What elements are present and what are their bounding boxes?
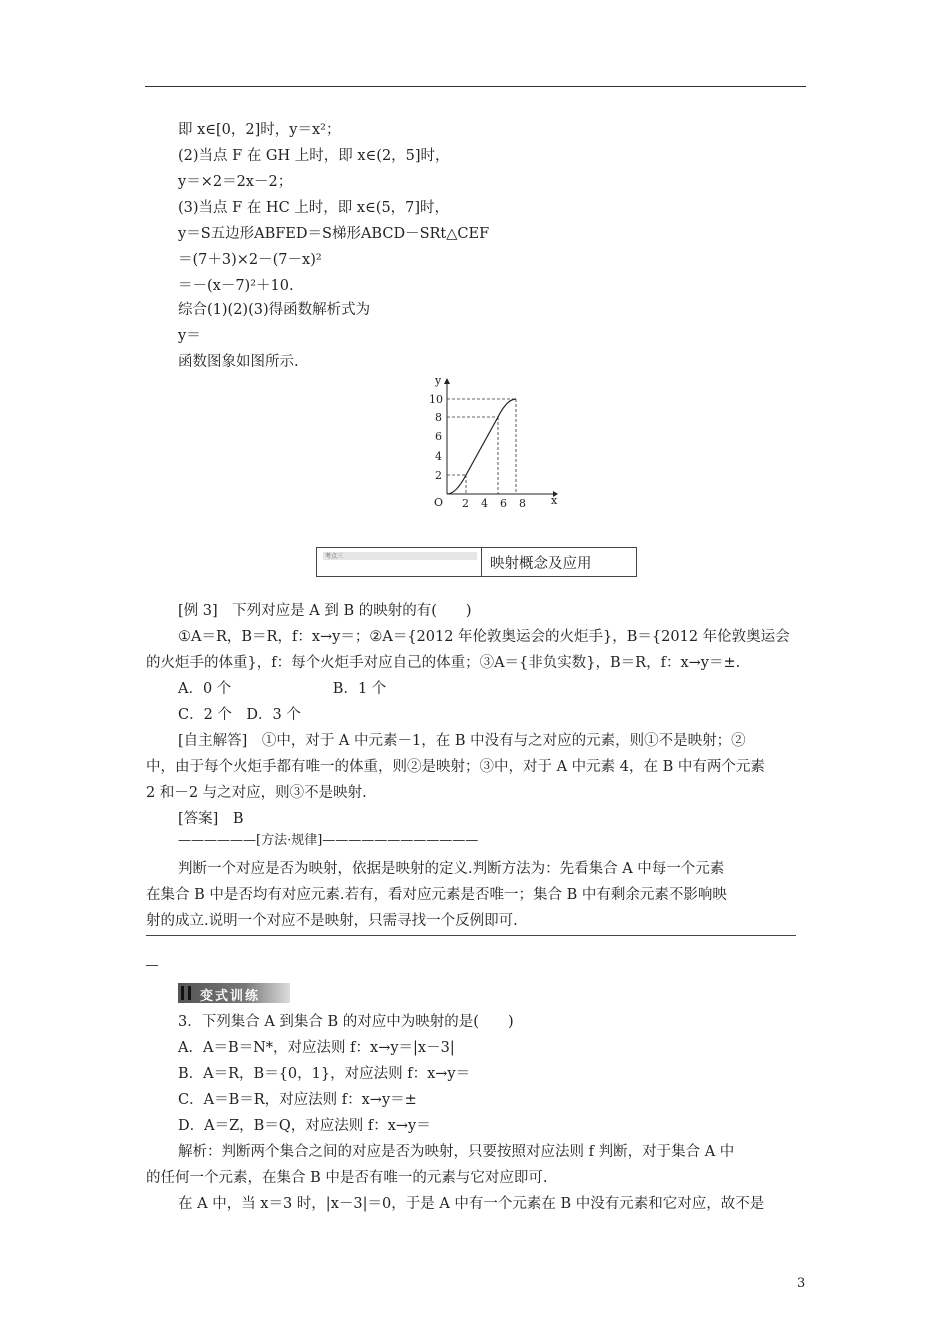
example-line: ①A＝R，B＝R，f：x→y＝；②A＝{2012 年伦敦奥运会的火炬手}，B＝{2012 年伦敦奥运会	[178, 629, 790, 645]
text-line: 综合(1)(2)(3)得函数解析式为	[178, 302, 371, 318]
solution-line: 中，由于每个火炬手都有唯一的体重，则②是映射；③中，对于 A 中元素 4，在 B 中有两个元素	[146, 759, 765, 775]
y-tick-label: 4	[435, 450, 442, 463]
option-line: C．A＝B＝R，对应法则 f：x→y＝±	[178, 1092, 417, 1108]
y-tick-label: 2	[435, 469, 442, 482]
banner-bars-icon	[181, 986, 191, 1000]
x-axis-label: x	[551, 494, 558, 507]
topic-header	[316, 547, 637, 577]
analysis-line: 的任何一个元素，在集合 B 中是否有唯一的元素与它对应即可.	[146, 1170, 548, 1186]
header-rule	[145, 86, 806, 87]
topic-tag-cell	[317, 548, 482, 576]
text-line: y＝S五边形ABFED＝S梯形ABCD－SRt△CEF	[178, 226, 490, 242]
function-graph	[425, 372, 560, 512]
text-line: ＝(7＋3)×2－(7－x)²	[178, 252, 322, 268]
method-text: 射的成立.说明一个对应不是映射，只需寻找一个反例即可.	[146, 913, 518, 929]
example-line: [例 3] 下列对应是 A 到 B 的映射的有( )	[178, 603, 472, 619]
exercise-line: 3．下列集合 A 到集合 B 的对应中为映射的是( )	[178, 1014, 514, 1030]
x-tick-label: 4	[481, 497, 488, 510]
solution-line: 2 和－2 与之对应，则③不是映射.	[146, 785, 367, 801]
text-line: y＝	[178, 328, 201, 344]
topic-tag-strip	[323, 552, 477, 560]
text-line: y＝×2＝2x－2；	[178, 174, 293, 190]
section-divider	[146, 935, 796, 936]
y-tick-label: 6	[435, 430, 442, 443]
x-tick-label: 2	[462, 497, 469, 510]
text-line: (3)当点 F 在 HC 上时，即 x∈(5，7]时，	[178, 200, 450, 216]
option-line: A．0 个 B．1 个	[178, 681, 387, 697]
topic-title: 映射概念及应用	[490, 556, 592, 572]
option-line: B．A＝R，B＝{0，1}，对应法则 f：x→y＝	[178, 1066, 471, 1082]
text-line: (2)当点 F 在 GH 上时，即 x∈(2，5]时，	[178, 148, 450, 164]
y-axis-arrow	[444, 378, 450, 384]
text-line: 即 x∈[0，2]时，y＝x²；	[178, 122, 341, 138]
option-line: A．A＝B＝N*，对应法则 f：x→y＝|x－3|	[178, 1040, 455, 1056]
x-tick-label: 6	[500, 497, 507, 510]
y-tick-label: 10	[429, 393, 443, 406]
answer-line: [答案] B	[178, 811, 244, 827]
example-line: 的火炬手的体重}，f：每个火炬手对应自己的体重；③A＝{非负实数}，B＝R，f：x→y＝±.	[146, 655, 741, 671]
page-number: 3	[797, 1276, 806, 1291]
method-text: 判断一个对应是否为映射，依据是映射的定义.判断方法为：先看集合 A 中每一个元素	[178, 861, 725, 877]
text-line: ＝－(x－7)²＋10.	[178, 278, 294, 294]
x-tick-label: 8	[519, 497, 526, 510]
exercise-banner	[178, 983, 290, 1003]
option-line: C．2 个 D．3 个	[178, 707, 301, 723]
analysis-line: 在 A 中，当 x＝3 时，|x－3|＝0，于是 A 中有一个元素在 B 中没有元素和它对应，故不是	[178, 1196, 765, 1212]
method-text: 在集合 B 中是否均有对应元素.若有，看对应元素是否唯一；集合 B 中有剩余元素不影响映	[146, 887, 727, 903]
solution-line: [自主解答] ①中，对于 A 中元素－1，在 B 中没有与之对应的元素，则①不是映射；②	[178, 733, 746, 749]
origin-label: O	[434, 496, 444, 509]
section-divider-tail	[146, 965, 158, 966]
analysis-line: 解析：判断两个集合之间的对应是否为映射，只要按照对应法则 f 判断，对于集合 A 中	[178, 1144, 735, 1160]
method-header: ——————[方法·规律]————————————	[178, 833, 479, 848]
function-curve	[447, 399, 516, 494]
banner-text: 变式训练	[200, 989, 261, 1004]
text-line: 函数图象如图所示.	[178, 354, 299, 370]
topic-tag: 考点三	[325, 553, 344, 560]
y-tick-label: 8	[435, 411, 442, 424]
y-axis-label: y	[435, 374, 442, 387]
option-line: D．A＝Z，B＝Q，对应法则 f：x→y＝	[178, 1118, 431, 1134]
